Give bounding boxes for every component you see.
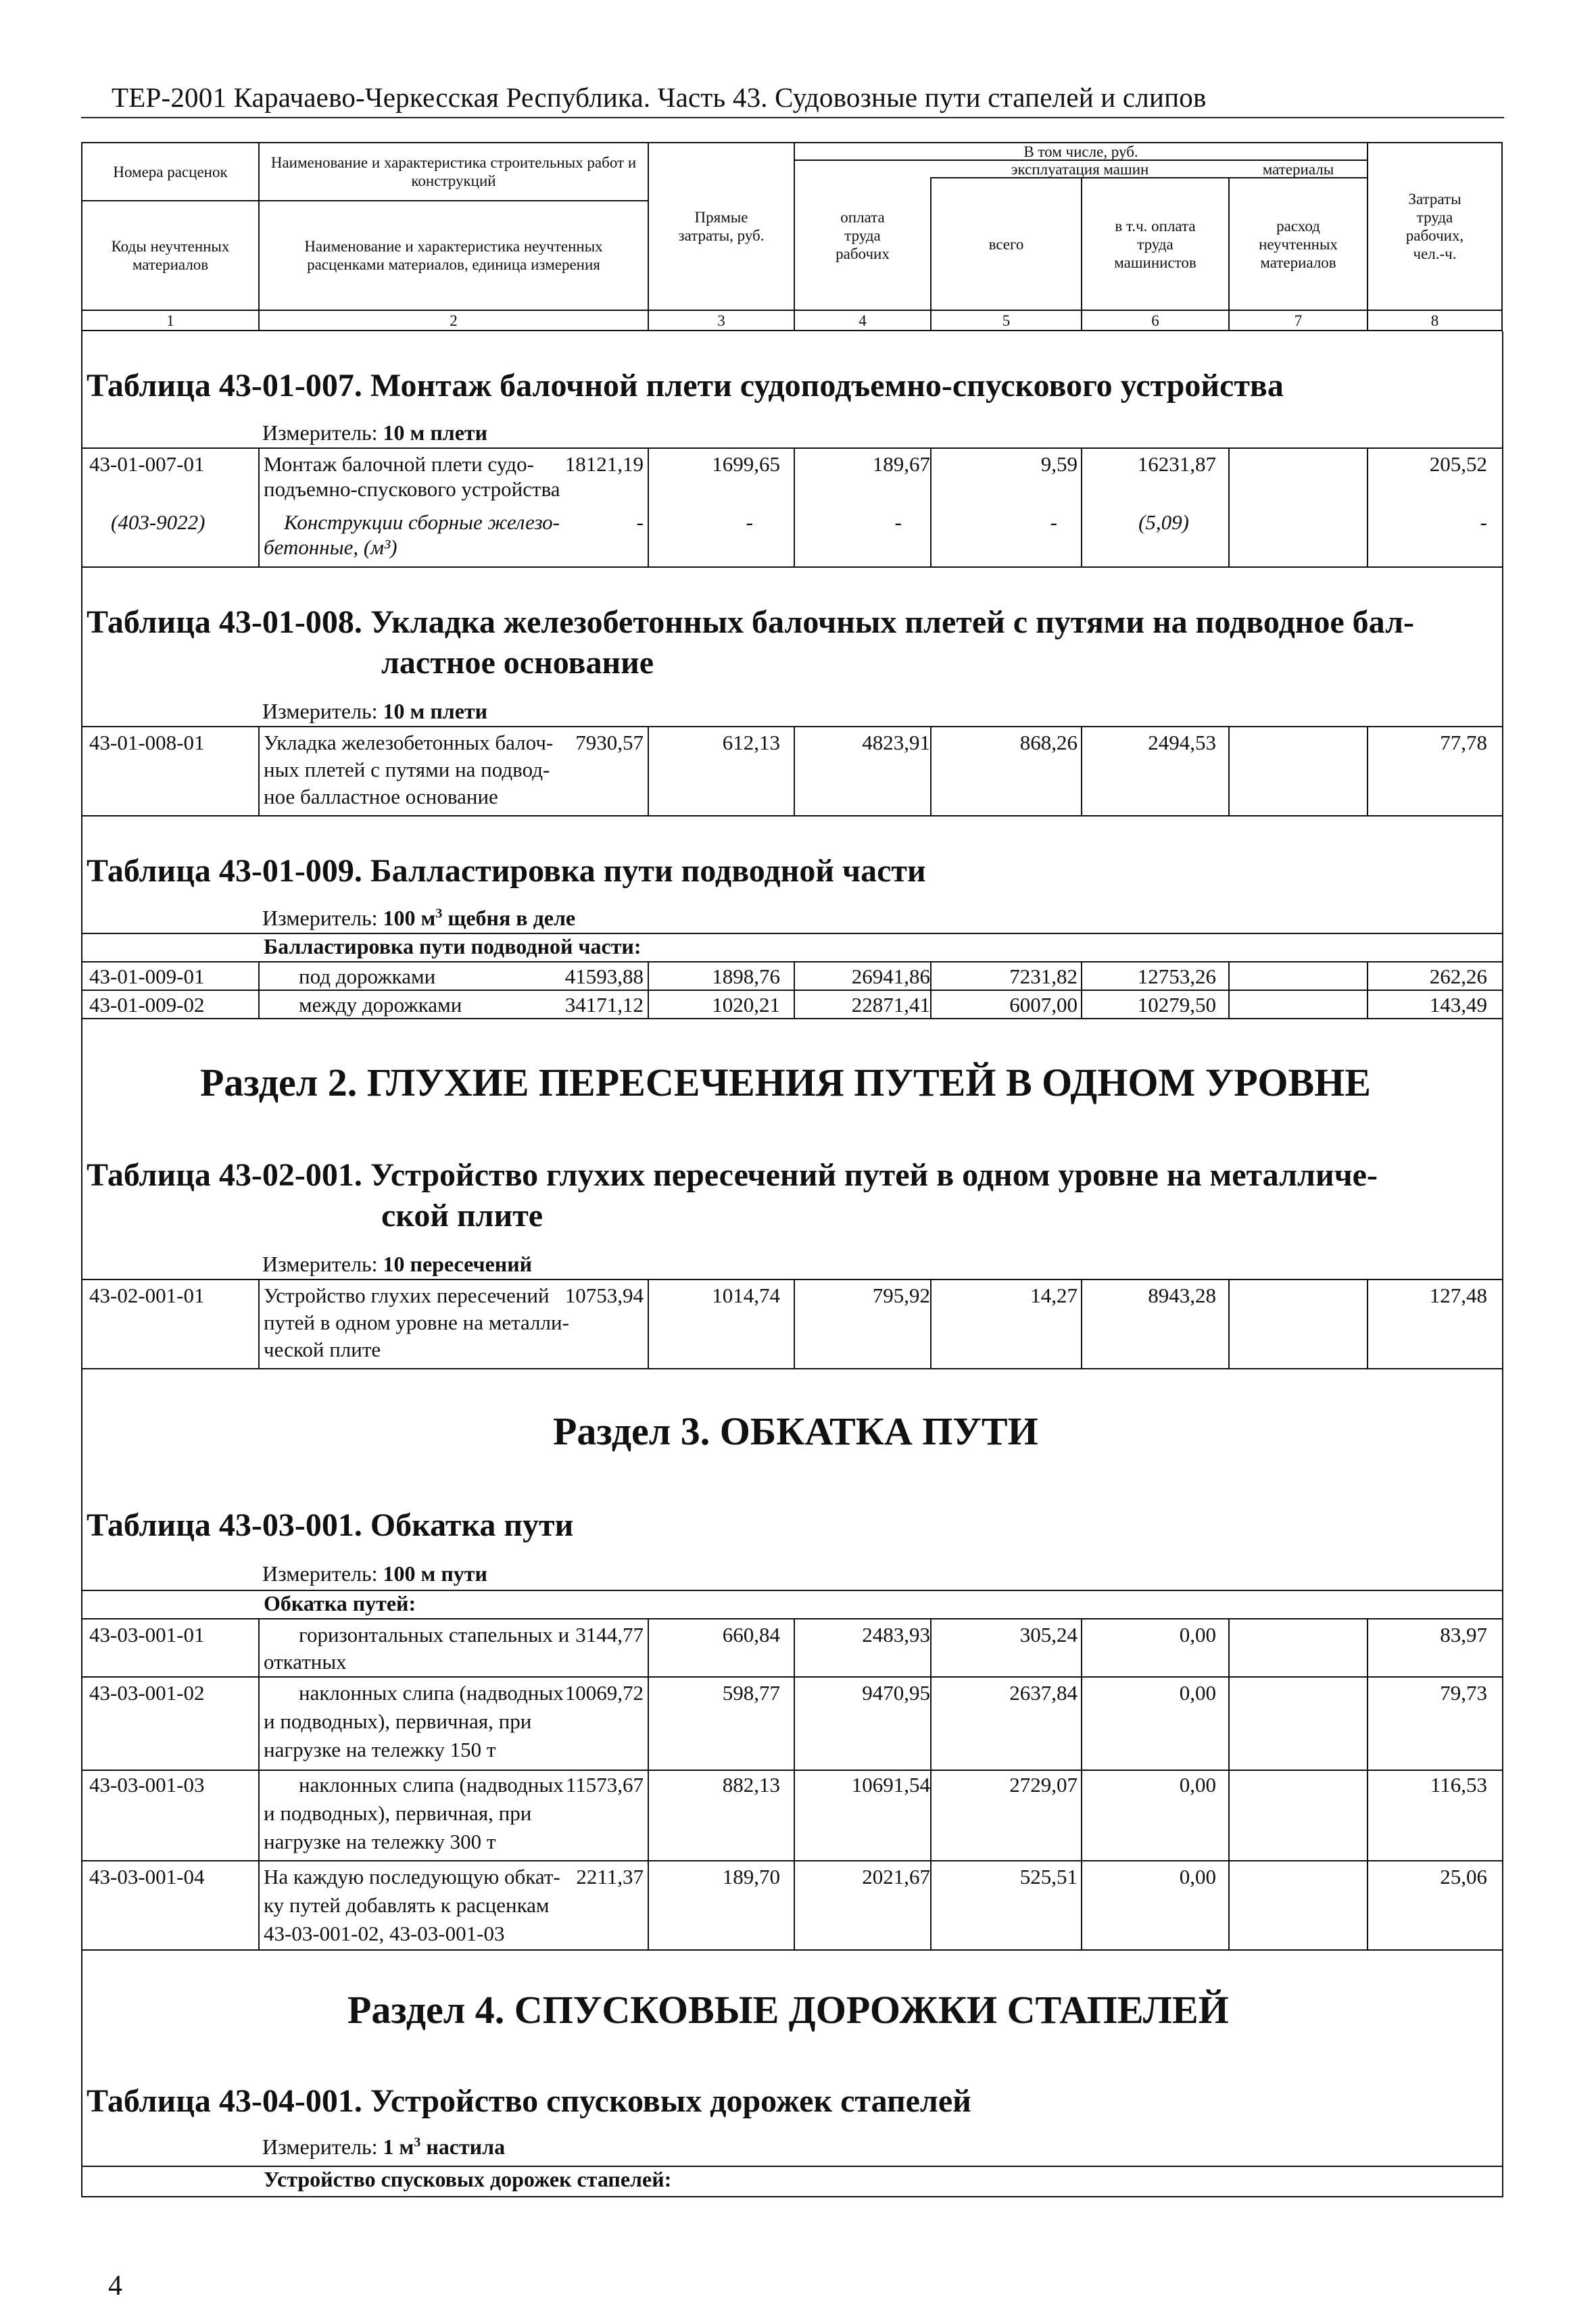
machines-total: - bbox=[894, 510, 902, 534]
materials-cost: 0,00 bbox=[1179, 1865, 1216, 1888]
materials-cost: 8943,28 bbox=[1148, 1284, 1216, 1307]
materials-cost: 16231,87 bbox=[1137, 452, 1216, 476]
labor-hours: 116,53 bbox=[1430, 1773, 1487, 1797]
table-row bbox=[81, 1280, 1503, 1369]
unit-line: Измеритель: 10 пересечений bbox=[262, 1252, 533, 1276]
work-name-line: наклонных слипа (надводных bbox=[299, 1681, 564, 1705]
labor-pay: 660,84 bbox=[722, 1623, 780, 1647]
unit-line: Измеритель: 1 $м^3$ настила bbox=[262, 2135, 506, 2159]
work-name-line: горизонтальных стапельных и bbox=[299, 1623, 570, 1647]
labor-pay: 1014,74 bbox=[712, 1284, 780, 1307]
materials-label: материалы bbox=[1262, 160, 1334, 178]
labor-pay: 1699,65 bbox=[712, 452, 780, 476]
labor-hours: 25,06 bbox=[1440, 1865, 1487, 1888]
machines-total: 4823,91 bbox=[862, 731, 930, 754]
work-name-line: ку путей добавлять к расценкам bbox=[264, 1893, 550, 1917]
direct-cost: 34171,12 bbox=[564, 993, 644, 1017]
direct-cost: 41593,88 bbox=[564, 965, 644, 988]
col8-label: Затраты труда рабочих, чел.-ч. bbox=[1405, 191, 1464, 262]
col2-top-label: Наименование и характеристика строительных работ и конструкций bbox=[270, 154, 637, 189]
col-num-5: 5 bbox=[1002, 312, 1011, 329]
header-rule bbox=[81, 117, 1504, 118]
labor-pay: 612,13 bbox=[722, 731, 780, 754]
unit-line: Измеритель: 100 м пути bbox=[262, 1561, 487, 1586]
machinists-pay: 7231,82 bbox=[1009, 965, 1078, 988]
table-title: Таблица 43-01-009. Балластировка пути подводной части bbox=[87, 853, 926, 889]
machines-total: 22871,41 bbox=[851, 993, 930, 1017]
table-rows bbox=[81, 962, 1503, 1019]
subheader: Балластировка пути подводной части: bbox=[264, 934, 642, 958]
unit-line: Измеритель: 10 м плети bbox=[262, 420, 488, 445]
work-name-line: наклонных слипа (надводных bbox=[299, 1773, 564, 1797]
col-num-8: 8 bbox=[1430, 312, 1439, 329]
work-name-line: нагрузке на тележку 300 т bbox=[264, 1830, 496, 1853]
col-num-1: 1 bbox=[166, 312, 174, 329]
col2-bottom-label: Наименование и характеристика неучтенных расценками материалов, единица измерения bbox=[304, 238, 603, 273]
unit-line: Измеритель: 100 $м^3$ щебня в деле bbox=[262, 906, 576, 930]
table-title-cont: ской плите bbox=[381, 1198, 543, 1234]
machines-total: 10691,54 bbox=[851, 1773, 930, 1797]
material-code: (403-9022) bbox=[111, 510, 205, 534]
section-heading: Раздел 3. ОБКАТКА ПУТИ bbox=[553, 1409, 1038, 1453]
work-name: между дорожками bbox=[299, 993, 462, 1017]
col3-label: Прямые затраты, руб. bbox=[678, 209, 765, 244]
direct-cost: 18121,19 bbox=[564, 452, 644, 476]
work-name-line: ное балластное основание bbox=[264, 785, 498, 808]
machinists-pay: 14,27 bbox=[1030, 1284, 1078, 1307]
labor-pay: 1898,76 bbox=[712, 965, 780, 988]
table-title-cont: ластное основание bbox=[381, 645, 654, 681]
work-name-line: Устройство глухих пересечений bbox=[264, 1284, 550, 1307]
machinists-pay: 2637,84 bbox=[1009, 1681, 1078, 1705]
section-heading: Раздел 2. ГЛУХИЕ ПЕРЕСЕЧЕНИЯ ПУТЕЙ В ОДНОМ УРОВНЕ bbox=[200, 1061, 1371, 1104]
labor-pay: - bbox=[746, 510, 753, 534]
rate-code: 43-03-001-02 bbox=[89, 1681, 205, 1705]
machinists-pay: 868,26 bbox=[1019, 731, 1078, 754]
machines-total: 2483,93 bbox=[862, 1623, 930, 1647]
labor-hours: 83,97 bbox=[1440, 1623, 1487, 1647]
labor-pay: 1020,21 bbox=[712, 993, 780, 1017]
rate-code: 43-01-008-01 bbox=[89, 731, 205, 754]
rate-code: 43-01-007-01 bbox=[89, 452, 205, 476]
materials-cost: 2494,53 bbox=[1148, 731, 1216, 754]
direct-cost: - bbox=[636, 510, 644, 534]
table-title: Таблица 43-01-007. Монтаж балочной плети судоподъемно-спускового устройства bbox=[87, 368, 1284, 404]
machinists-pay: 9,59 bbox=[1040, 452, 1078, 476]
machinists-pay: 305,24 bbox=[1019, 1623, 1078, 1647]
machinists-pay: 6007,00 bbox=[1009, 993, 1078, 1017]
work-name-line: нагрузке на тележку 150 т bbox=[264, 1738, 496, 1761]
machines-total: 2021,67 bbox=[862, 1865, 930, 1888]
labor-hours: 262,26 bbox=[1429, 965, 1487, 988]
labor-hours: 205,52 bbox=[1429, 452, 1487, 476]
table-header bbox=[81, 142, 1503, 331]
direct-cost: 11573,67 bbox=[565, 1773, 644, 1797]
work-name-line: и подводных), первичная, при bbox=[264, 1801, 532, 1825]
materials-cost: 10279,50 bbox=[1137, 993, 1216, 1017]
table-rows bbox=[81, 1619, 1503, 1951]
labor-hours: 79,73 bbox=[1440, 1681, 1487, 1705]
table-title: Таблица 43-02-001. Устройство глухих пересечений путей в одном уровне на металличе- bbox=[87, 1157, 1378, 1193]
col1-bottom-label: Коды неучтенных материалов bbox=[111, 238, 230, 273]
subheader: Обкатка путей: bbox=[264, 1591, 416, 1615]
col-num-3: 3 bbox=[717, 312, 725, 329]
page-number: 4 bbox=[108, 2270, 122, 2301]
col7-label: расход неучтенных материалов bbox=[1259, 217, 1338, 271]
labor-hours: 77,78 bbox=[1440, 731, 1487, 754]
labor-pay: 598,77 bbox=[722, 1681, 780, 1705]
col-num-2: 2 bbox=[450, 312, 458, 329]
direct-cost: 2211,37 bbox=[576, 1865, 644, 1888]
material-name-line: бетонные, (м³) bbox=[264, 535, 397, 559]
direct-cost: 7930,57 bbox=[575, 731, 644, 754]
materials-cost: 0,00 bbox=[1179, 1681, 1216, 1705]
work-name-line: На каждую последующую обкат- bbox=[264, 1865, 560, 1888]
running-title: ТЕР-2001 Карачаево-Черкесская Республика. Часть 43. Судовозные пути стапелей и слипов bbox=[112, 82, 1207, 113]
work-name-line: Укладка железобетонных балоч- bbox=[264, 731, 554, 754]
unit-line: Измеритель: 10 м плети bbox=[262, 699, 488, 723]
work-name-line: подъемно-спускового устройства bbox=[264, 477, 560, 501]
col-num-4: 4 bbox=[859, 312, 867, 329]
materials-cost: 12753,26 bbox=[1137, 965, 1216, 988]
rate-code: 43-03-001-04 bbox=[89, 1865, 205, 1888]
table-row bbox=[81, 449, 1503, 568]
col4-label: оплата труда рабочих bbox=[836, 208, 890, 262]
rate-code: 43-03-001-01 bbox=[89, 1623, 205, 1647]
subheader: Устройство спусковых дорожек стапелей: bbox=[264, 2167, 672, 2191]
rate-code: 43-01-009-02 bbox=[89, 993, 205, 1017]
work-name-line: Монтаж балочной плети судо- bbox=[264, 452, 534, 476]
table-row bbox=[81, 727, 1503, 817]
rate-code: 43-03-001-03 bbox=[89, 1773, 205, 1797]
direct-cost: 10069,72 bbox=[564, 1681, 644, 1705]
work-name-line: путей в одном уровне на металли- bbox=[264, 1311, 569, 1334]
machines-label: эксплуатация машин bbox=[1011, 160, 1149, 178]
materials-qty: (5,09) bbox=[1138, 510, 1189, 534]
machines-total: 9470,95 bbox=[862, 1681, 930, 1705]
work-name-line: и подводных), первичная, при bbox=[264, 1709, 532, 1733]
table-title: Таблица 43-03-001. Обкатка пути bbox=[87, 1507, 574, 1543]
work-name-line: ных плетей с путями на подвод- bbox=[264, 758, 550, 781]
work-name-line: ческой плите bbox=[264, 1338, 381, 1361]
machinists-pay: - bbox=[1050, 510, 1057, 534]
labor-pay: 882,13 bbox=[722, 1773, 780, 1797]
work-name-line: 43-03-001-02, 43-03-001-03 bbox=[264, 1922, 505, 1945]
labor-hours: 143,49 bbox=[1429, 993, 1487, 1017]
col-num-6: 6 bbox=[1151, 312, 1159, 329]
col6-label: в т.ч. оплата труда машинистов bbox=[1114, 217, 1196, 271]
col-num-7: 7 bbox=[1294, 312, 1303, 329]
rate-code: 43-02-001-01 bbox=[89, 1284, 205, 1307]
work-name: под дорожками bbox=[299, 965, 436, 988]
material-name-line: Конструкции сборные железо- bbox=[284, 510, 560, 534]
frame-bottom bbox=[81, 2196, 1503, 2197]
direct-cost: 3144,77 bbox=[575, 1623, 644, 1647]
machinists-pay: 525,51 bbox=[1019, 1865, 1078, 1888]
section-heading: Раздел 4. СПУСКОВЫЕ ДОРОЖКИ СТАПЕЛЕЙ bbox=[347, 1988, 1229, 2032]
col1-top-label: Номера расценок bbox=[113, 163, 228, 180]
table-title: Таблица 43-04-001. Устройство спусковых дорожек стапелей bbox=[87, 2083, 971, 2119]
direct-cost: 10753,94 bbox=[564, 1284, 644, 1307]
labor-hours: 127,48 bbox=[1429, 1284, 1487, 1307]
machines-total: 26941,86 bbox=[851, 965, 930, 988]
rate-code: 43-01-009-01 bbox=[89, 965, 205, 988]
materials-cost: 0,00 bbox=[1179, 1773, 1216, 1797]
labor-hours: - bbox=[1480, 510, 1487, 534]
machinists-pay: 2729,07 bbox=[1009, 1773, 1078, 1797]
machines-total: 189,67 bbox=[872, 452, 930, 476]
work-name-line: откатных bbox=[264, 1650, 347, 1674]
labor-pay: 189,70 bbox=[722, 1865, 780, 1888]
col5-label: всего bbox=[988, 235, 1024, 253]
incl-label: В том числе, руб. bbox=[1023, 143, 1138, 160]
materials-cost: 0,00 bbox=[1179, 1623, 1216, 1647]
table-title: Таблица 43-01-008. Укладка железобетонных балочных плетей с путями на подводное бал- bbox=[87, 604, 1415, 640]
machines-total: 795,92 bbox=[872, 1284, 930, 1307]
